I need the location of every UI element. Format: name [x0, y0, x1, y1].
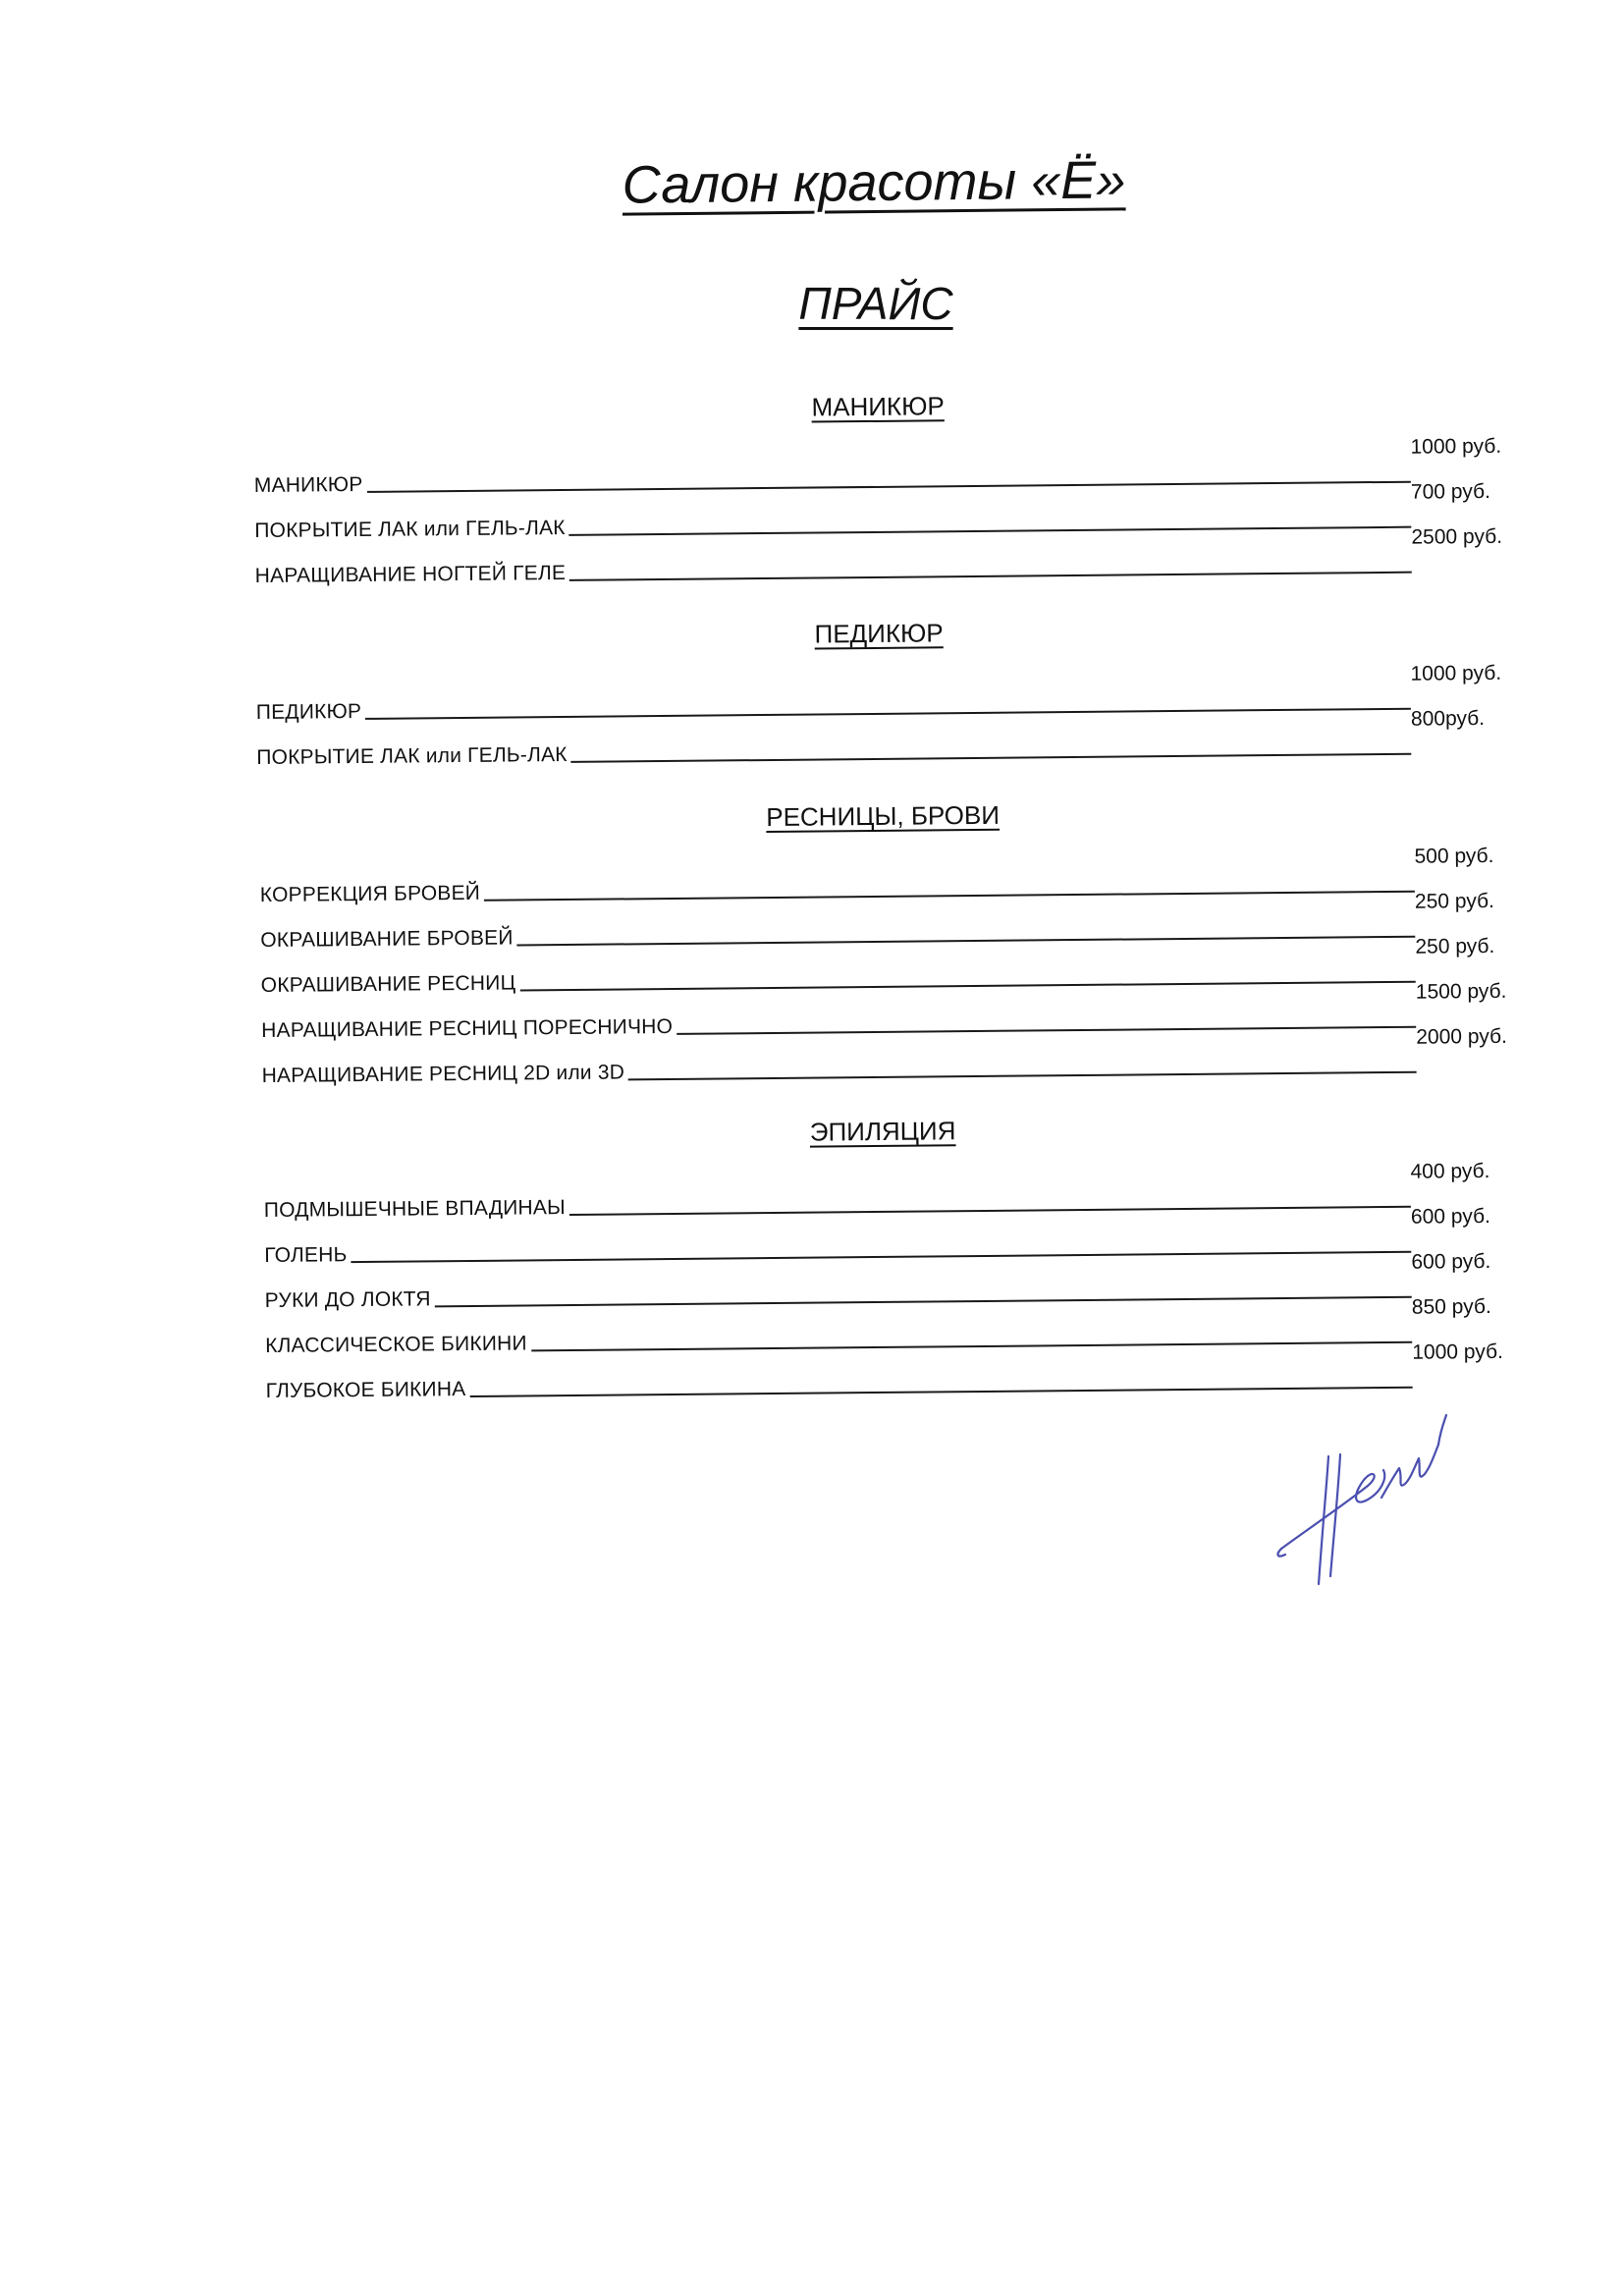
service-name: ПОКРЫТИЕ ЛАК или ГЕЛЬ-ЛАК	[254, 516, 566, 542]
leader-line	[569, 571, 1412, 581]
service-price: 1000 руб.	[1410, 434, 1502, 459]
leader-line	[571, 752, 1412, 763]
service-name: ПОДМЫШЕЧНЫЕ ВПАДИНАЫ	[263, 1196, 566, 1222]
service-price: 700 руб.	[1410, 479, 1491, 504]
section-epilation	[263, 1111, 1505, 1402]
service-price: 800руб.	[1410, 706, 1486, 731]
service-name: НАРАЩИВАНИЕ НОГТЕЙ ГЕЛЕ	[254, 561, 567, 587]
signature	[1272, 1409, 1448, 1596]
service-price: 600 руб.	[1410, 1205, 1491, 1229]
service-price: 250 руб.	[1414, 889, 1495, 913]
service-price: 1000 руб.	[1412, 1339, 1504, 1364]
section-manicure	[253, 386, 1504, 587]
service-price: 400 руб.	[1410, 1160, 1490, 1183]
service-name: КЛАССИЧЕСКОЕ БИКИНИ	[265, 1332, 527, 1357]
service-price: 2000 руб.	[1416, 1024, 1508, 1049]
section-heading-manicure: МАНИКЮР	[811, 391, 945, 422]
service-name: ГОЛЕНЬ	[264, 1243, 348, 1267]
price-list-heading: ПРАЙС	[798, 278, 953, 329]
section-heading-lashes-brows: РЕСНИЦЫ, БРОВИ	[766, 799, 1001, 833]
service-price: 2500 руб.	[1411, 524, 1503, 549]
service-price: 500 руб.	[1414, 844, 1494, 868]
service-name: НАРАЩИВАНИЕ РЕСНИЦ ПОРЕСНИЧНО	[261, 1014, 674, 1042]
service-name: ОКРАШИВАНИЕ БРОВЕЙ	[260, 926, 514, 952]
section-heading-epilation: ЭПИЛЯЦИЯ	[809, 1116, 956, 1147]
service-name: КОРРЕКЦИЯ БРОВЕЙ	[259, 881, 481, 906]
leader-line	[469, 1386, 1412, 1397]
service-name: РУКИ ДО ЛОКТЯ	[264, 1287, 431, 1312]
service-name: ПЕДИКЮР	[255, 699, 362, 724]
service-name: ПОКРЫТИЕ ЛАК или ГЕЛЬ-ЛАК	[256, 742, 568, 769]
service-name: МАНИКЮР	[253, 472, 363, 497]
service-price: 850 руб.	[1411, 1295, 1491, 1319]
section-lashes-brows	[259, 795, 1509, 1087]
service-name: ГЛУБОКОЕ БИКИНА	[265, 1378, 466, 1402]
section-heading-pedicure: ПЕДИКЮР	[814, 618, 944, 649]
service-price: 600 руб.	[1411, 1250, 1491, 1274]
service-price: 1000 руб.	[1410, 661, 1502, 685]
service-name: ОКРАШИВАНИЕ РЕСНИЦ	[260, 971, 516, 997]
service-name: НАРАЩИВАНИЕ РЕСНИЦ 2D или 3D	[261, 1061, 625, 1087]
service-price: 1500 руб.	[1415, 979, 1507, 1004]
leader-line	[628, 1070, 1417, 1081]
section-pedicure	[255, 613, 1503, 769]
salon-title: Салон красоты «Ё»	[622, 150, 1126, 215]
service-price: 250 руб.	[1415, 934, 1495, 958]
